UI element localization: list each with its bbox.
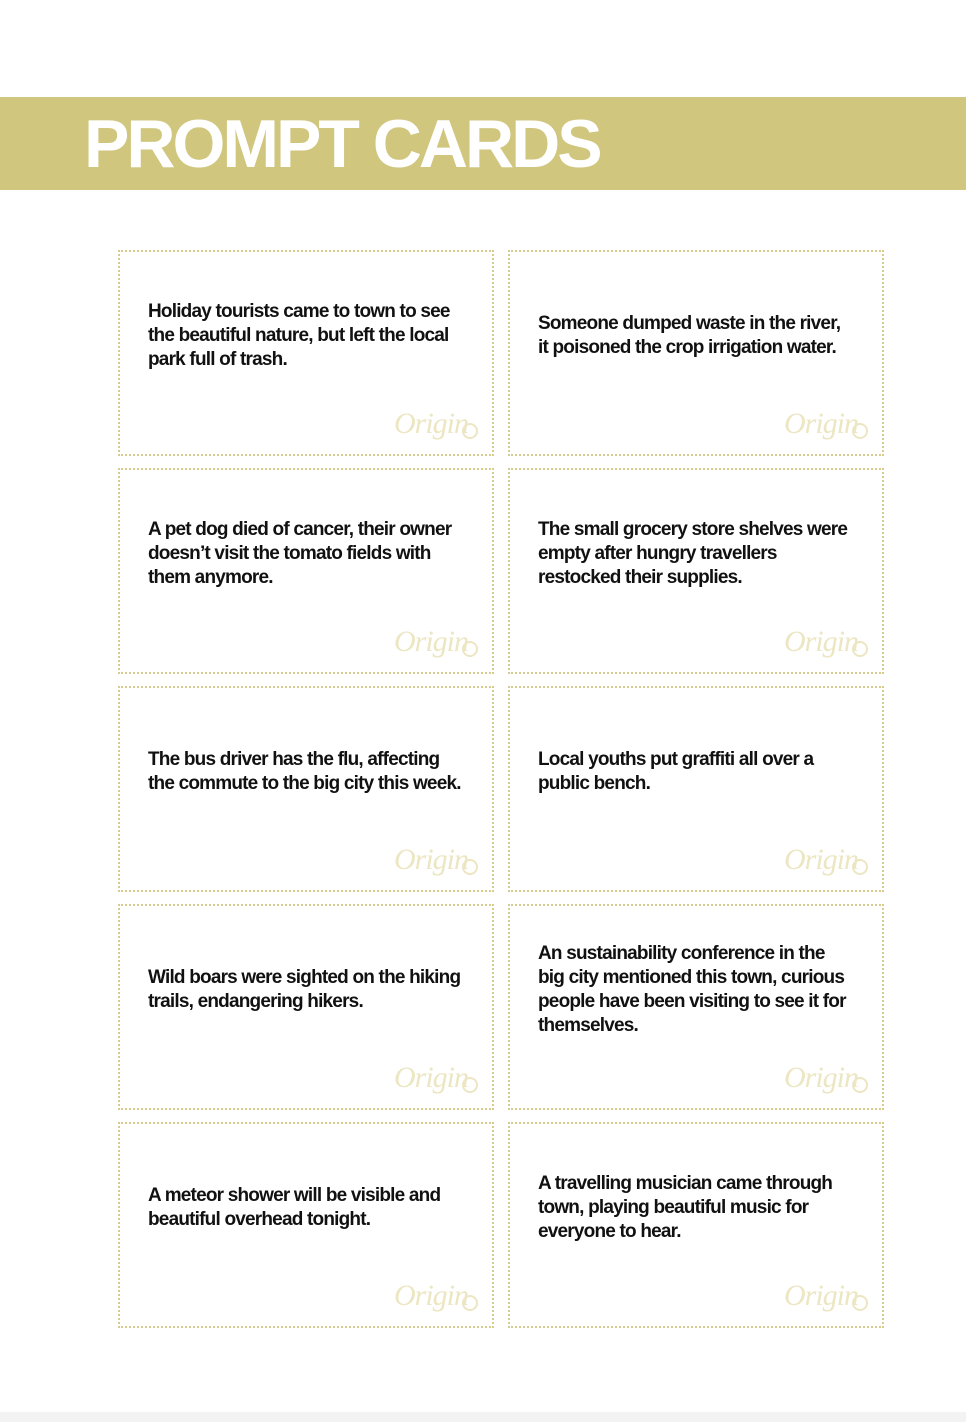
origin-watermark-logo: Origin [394,1280,478,1312]
prompt-card-text: The small grocery store shelves were empty after hungry travellers restocked their supplies. [538,519,848,588]
prompt-card [508,686,884,892]
origin-watermark-logo: Origin [394,844,478,876]
origin-watermark-logo: Origin [394,626,478,658]
origin-watermark-logo: Origin [784,1062,868,1094]
prompt-card-text: A travelling musician came through town, playing beautiful music for everyone to hear. [538,1173,833,1242]
prompt-card [118,250,494,456]
prompt-card-text: Wild boars were sighted on the hiking trails, endangering hikers. [148,967,461,1012]
prompt-card-text: Local youths put graffiti all over a public bench. [538,749,814,794]
prompt-card-text: Holiday tourists came to town to see the beautiful nature, but left the local park full of trash. [148,301,450,370]
prompt-card-text: An sustainability conference in the big city mentioned this town, curious people have been visiting to see it for themselves. [538,943,846,1036]
prompt-card-text: Someone dumped waste in the river, it poisoned the crop irrigation water. [538,313,841,358]
prompt-card [118,686,494,892]
origin-watermark-logo: Origin [784,408,868,440]
page-bottom-edge [0,1412,966,1422]
prompt-card-text: The bus driver has the flu, affecting the commute to the big city this week. [148,749,461,794]
prompt-card-text: A pet dog died of cancer, their owner doesn’t visit the tomato fields with them anymore. [148,519,452,588]
origin-watermark-logo: Origin [394,408,478,440]
prompt-card-grid [118,250,884,1328]
prompt-card [508,250,884,456]
prompt-card [508,1122,884,1328]
prompt-card [118,1122,494,1328]
origin-watermark-logo: Origin [394,1062,478,1094]
prompt-card [118,468,494,674]
prompt-card [118,904,494,1110]
origin-watermark-logo: Origin [784,1280,868,1312]
prompt-card [508,468,884,674]
prompt-card [508,904,884,1110]
page-title: PROMPT CARDS [84,106,600,182]
origin-watermark-logo: Origin [784,844,868,876]
origin-watermark-logo: Origin [784,626,868,658]
prompt-card-text: A meteor shower will be visible and beautiful overhead tonight. [148,1185,441,1230]
